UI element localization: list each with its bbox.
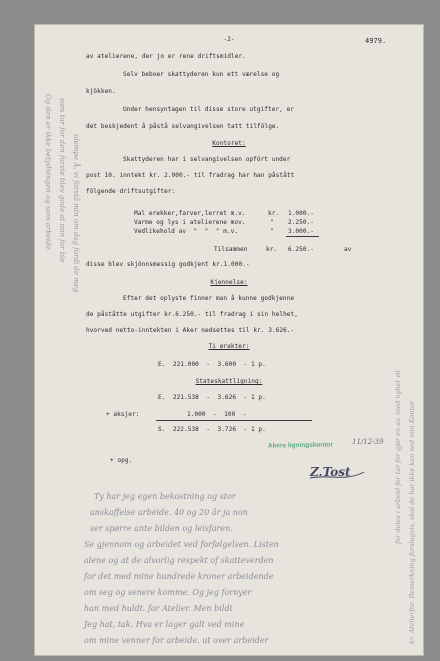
body-line: det beskjedent å påstå selvangivelsen tatt tilfölge. — [86, 123, 280, 130]
kontoret-line: fölgende driftsutgifter: — [86, 188, 176, 195]
expense-unit: kr. — [268, 210, 280, 217]
statsskatt-row: E. 221.538 - 3.626 - 1 p. — [158, 394, 266, 401]
margin-note-left: som tar for den forste blev gode at min far ble — [58, 98, 66, 263]
page-number: -2- — [223, 36, 235, 43]
kontoret-conclusion: disse blev skjönnsmessig godkjent kr.1.000.- — [86, 261, 250, 268]
ti-erakter-heading: Ti erakter: — [208, 343, 250, 350]
total-suffix: av — [344, 246, 352, 253]
kontoret-heading: Kontoret: — [212, 140, 246, 147]
body-line: av atelierene, der jo er rene driftsmidler. — [86, 53, 246, 60]
handwritten-line: ser spørre ante bilden og leisfaren. — [90, 524, 233, 533]
kjennelse-line: Efter det oplyste finner man å kunne godkjenne — [123, 295, 295, 302]
total-unit: kr. — [266, 246, 278, 253]
kjennelse-line: de påståtte utgifter kr.6.250.- til fradrag i sin helhet, — [86, 311, 298, 318]
expense-label: Vedlikehold av " " " m.v. — [134, 228, 239, 235]
kontoret-line: post 10. inntekt kr. 2.000.- til fradrag har han påstått — [86, 172, 295, 179]
expense-amount: 1.000.- — [288, 210, 315, 217]
handwritten-line: han med huldt. for Atelier. Men bildt — [84, 604, 233, 613]
ti-erakter-row: E. 221.000 - 3.600 - 1 p. — [158, 361, 266, 368]
expense-amount: 2.250.- — [288, 219, 315, 226]
office-stamp: Akers ligningskontor — [267, 441, 334, 450]
sum-rule — [286, 236, 319, 237]
opg-note: + opg. — [110, 457, 133, 464]
document-page — [34, 24, 424, 656]
margin-note-right: kr. Atelierfor. Bemerkning forslagvis, skal de har ikke kan ved min Kontor — [408, 400, 416, 644]
kontoret-line: Skattyderen har i selvangivelsen opfört under — [123, 156, 291, 163]
handwritten-line: Ty har jeg egen bekostning og stor — [94, 492, 236, 501]
handwritten-line: Jeg hat, tak. Hva er lager galt ved mine — [84, 620, 245, 629]
sum-rule — [156, 420, 312, 421]
handwritten-line: for det med mine hundrede kroner arbeidende — [84, 572, 274, 581]
expense-unit: " — [270, 219, 274, 226]
body-line: Under hensyntagen til disse store utgifter, er — [123, 106, 295, 113]
kjennelse-line: hvorved netto-inntekten i Aker nedsettes til kr. 3.626.- — [86, 327, 295, 334]
expense-label: Mal erekker,farver,lerret m.v. — [134, 210, 246, 217]
handwritten-line: Se gjennom og arbeidet ved forfølgelsen. Listen — [84, 540, 279, 549]
body-line: Selv beboer skattyderen kun ett værelse og — [123, 71, 280, 78]
signature: Z.Tost — [310, 465, 351, 479]
margin-note-left: ulempe Å, vi forstå min om dag fordi de meg — [72, 134, 80, 293]
signature-flourish — [306, 456, 366, 484]
kjennelse-heading: Kjennelse: — [210, 279, 248, 286]
statsskatt-prefix: + aksjer: — [106, 411, 140, 418]
total-amount: 6.250.- — [288, 246, 315, 253]
margin-note-right: for deles i arbeid for tar for gjør en av. med nyhet vil — [394, 370, 402, 544]
total-label: Tilsammen — [214, 246, 248, 253]
statsskatt-row: 1.000 - 100 - — [187, 411, 247, 418]
expense-unit: " — [270, 228, 274, 235]
handwritten-line: anskaffelse arbeide. 40 og 20 år ja non — [90, 508, 248, 517]
handwritten-line: om mine venner for arbeide. ut over arbeider — [84, 636, 269, 645]
handwritten-line: om seg og senere komme. Og jeg fornyer — [84, 588, 252, 597]
handwritten-line: alene og at de alvorlig respekt of skatteverden — [84, 556, 274, 565]
expense-label: Varme og lys i atelierene mov. — [134, 219, 246, 226]
archive-ref: 4979. — [365, 37, 387, 45]
statsskatt-row: S. 222.538 - 3.726 - 1 p. — [158, 426, 266, 433]
statsskatt-heading: Stateskattligning: — [195, 378, 263, 385]
handwritten-date: 11/12-39 — [352, 438, 384, 446]
body-line: kjökken. — [86, 88, 116, 95]
expense-amount: 3.000.- — [288, 228, 315, 235]
margin-note-left: Og den er ikke betydningen og som arbeide. — [44, 94, 52, 252]
